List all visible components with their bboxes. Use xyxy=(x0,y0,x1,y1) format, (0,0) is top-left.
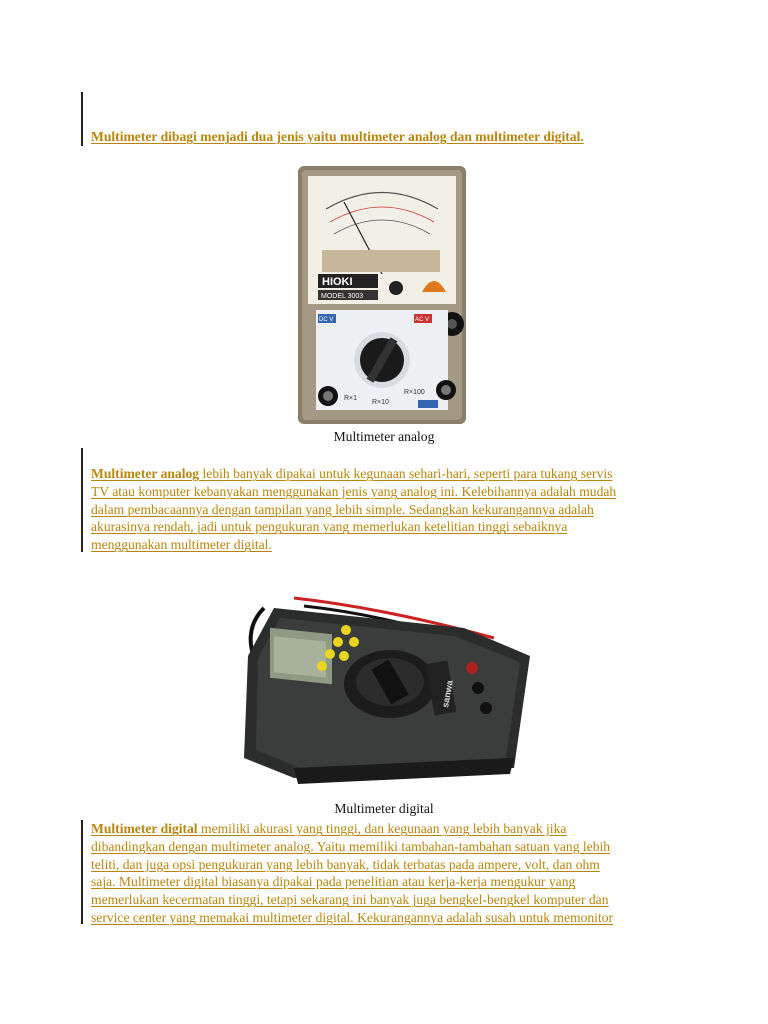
analog-line-1[interactable]: lebih banyak dipakai untuk kegunaan sehari-hari, seperti para tukang servis xyxy=(199,466,613,481)
analog-term[interactable]: Multimeter analog xyxy=(91,466,200,481)
margin-bar-analog xyxy=(81,448,83,552)
analog-label-dcv: DC V xyxy=(319,317,334,323)
analog-label-rx100: R×100 xyxy=(404,389,425,396)
digital-line-3[interactable]: teliti, dan juga opsi pengukuran yang lebih banyak, tidak terbatas pada ampere, volt, dan ohm xyxy=(91,856,600,872)
analog-label-acv: AC V xyxy=(415,317,430,323)
digital-term[interactable]: Multimeter digital xyxy=(91,821,198,836)
digital-line-6[interactable]: service center yang memakai multimeter digital. Kekurangannya adalah susah untuk memonitor xyxy=(91,909,614,925)
analog-line-3[interactable]: dalam pembacaannya dengan tampilan yang lebih simple. Sedangkan kekurangannya adalah xyxy=(91,501,594,517)
analog-line-4[interactable]: akurasinya rendah, jadi untuk pengukuran yang memerlukan ketelitian tinggi sebaiknya xyxy=(91,519,568,535)
digital-paragraph xyxy=(91,820,691,927)
margin-bar-intro xyxy=(81,92,83,146)
margin-bar-digital xyxy=(81,820,83,924)
analog-model-text: MODEL 3003 xyxy=(321,293,364,300)
analog-brand-text: HIOKI xyxy=(322,276,353,288)
analog-line-5[interactable]: menggunakan multimeter digital. xyxy=(91,537,272,553)
intro-paragraph xyxy=(91,128,691,146)
analog-paragraph xyxy=(91,465,691,554)
analog-label-rx1: R×1 xyxy=(344,395,358,402)
digital-line-2[interactable]: dibandingkan dengan multimeter analog. Yaitu memiliki tambahan-tambahan satuan yang lebih xyxy=(91,838,611,854)
analog-caption: Multimeter analog xyxy=(333,429,435,444)
digital-line-1[interactable]: memiliki akurasi yang tinggi, dan kegunaan yang lebih banyak jika xyxy=(197,821,567,836)
analog-multimeter-image xyxy=(296,164,468,426)
analog-label-rx10: R×10 xyxy=(372,399,389,406)
digital-line-4[interactable]: saja. Multimeter digital biasanya dipakai pada penelitian atau kerja-kerja mengukur yang xyxy=(91,874,576,890)
digital-line-5[interactable]: memerlukan kecermatan tinggi, tetapi sekarang ini banyak juga bengkel-bengkel komputer dan xyxy=(91,892,609,908)
intro-link[interactable]: Multimeter dibagi menjadi dua jenis yaitu multimeter analog dan multimeter digital. xyxy=(91,129,584,144)
analog-line-2[interactable]: TV atau komputer kebanyakan menggunakan jenis yang analog ini. Kelebihannya adalah mudah xyxy=(91,483,617,499)
digital-caption: Multimeter digital xyxy=(334,801,434,816)
digital-brand-text: sanwa xyxy=(440,679,455,709)
digital-multimeter-image xyxy=(234,568,534,796)
